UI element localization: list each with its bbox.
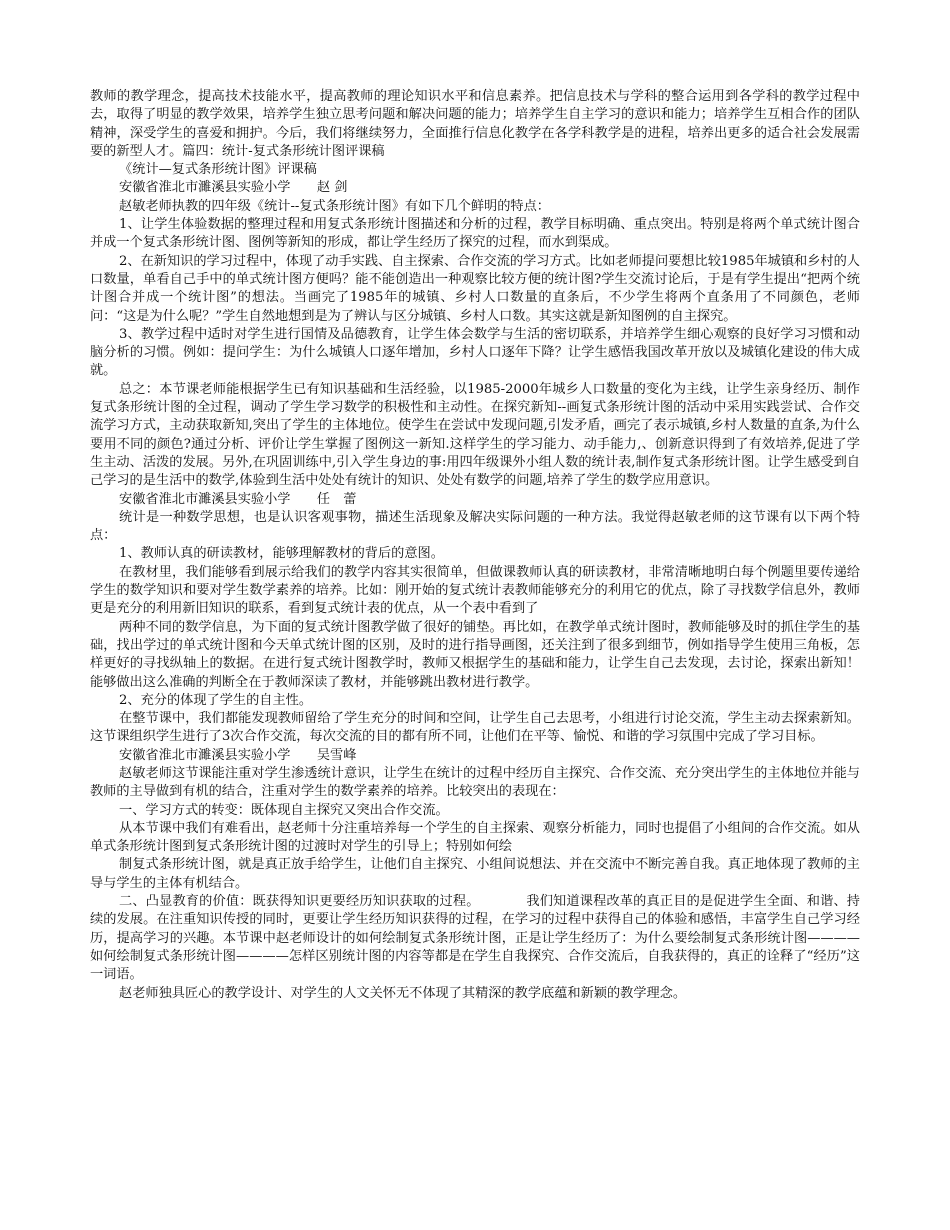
author-signature-ren-lei: 安徽省淮北市濉溪县实验小学 任 蕾 (119, 491, 357, 507)
paragraph: 2、在新知识的学习过程中，体现了动手实践、自主探索、合作交流的学习方式。比如老师提问要想比较1985年城镇和乡村的人口数量，单看自己手中的单式统计图方便吗？能不能创造出一种观察比较方便的统计图?学生交流讨论后，于是有学生提出“把两个统计图合并成一个统计图”的想法。当画完了1985年的城镇、乡村人口数量的直条后，不少学生将两个直条用了不同颜色，老师问：“这是为什么呢？”学生自然地想到是为了辨认与区分城镇、乡村人口数。其实这就是新知图例的自主探究。 (90, 253, 860, 324)
paragraph-point-heading: 一、学习方式的转变：既体现自主探究又突出合作交流。 (119, 802, 449, 818)
paragraph-intro: 教师的教学理念，提高技术技能水平，提高教师的理论知识水平和信息素养。把信息技术与学科的整合运用到各学科的教学过程中去，取得了明显的教学效果，培养学生独立思考问题和解决问题的能力；培养学生自主学习的意识和能力；培养学生互相合作的团队精神，深受学生的喜爱和拥护。今后，我们将继续努力，全面推行信息化教学在各学科教学是的进程，培养出更多的适合社会发展需要的新型人才。篇四：统计-复式条形统计图评课稿 (90, 89, 860, 159)
paragraph: 1、让学生体验数据的整理过程和用复式条形统计图描述和分析的过程，教学目标明确、重点突出。特别是将两个单式统计图合并成一个复式条形统计图、图例等新知的形成，都让学生经历了探究的过程，而水到渠成。 (90, 217, 860, 251)
paragraph-point-heading: 1、教师认真的研读教材，能够理解教材的背后的意图。 (119, 546, 444, 562)
paragraph-closing: 赵老师独具匠心的教学设计、对学生的人文关怀无不体现了其精深的教学底蕴和新颖的教学理念。 (119, 985, 687, 1001)
paragraph: 赵敏老师执教的四年级《统计--复式条形统计图》有如下几个鲜明的特点： (119, 198, 550, 214)
paragraph-summary: 总之：本节课老师能根据学生已有知识基础和生活经验，以1985-2000年城乡人口数量的变化为主线，让学生亲身经历、制作复式条形统计图的全过程，调动了学生学习数学的积极性和主动性。在探究新知--画复式条形统计图的活动中采用实践尝试、合作交流学习方式，主动获取新知,突出了学生的主体地位。使学生在尝试中发现问题,引发矛盾，画完了表示城镇,乡村人数量的直条,为什么要用不同的颜色?通过分析、评价让学生掌握了图例这一新知.这样学生的学习能力、动手能力,、创新意识得到了有效培养,促进了学生主动、活泼的发展。另外,在巩固训练中,引入学生身边的事:用四年级课外小组人数的统计表,制作复式条形统计图。让学生感受到自己学习的是生活中的数学,体验到生活中处处有统计的知识、处处有数学的问题,培养了学生的数学应用意识。 (90, 381, 860, 489)
review-title: 《统计—复式条形统计图》评课稿 (119, 162, 317, 178)
paragraph: 制复式条形统计图，就是真正放手给学生，让他们自主探究、小组间说想法、并在交流中不断完善自我。真正地体现了教师的主导与学生的主体有机结合。 (90, 857, 860, 891)
paragraph: 统计是一种数学思想，也是认识客观事物，描述生活现象及解决实际问题的一种方法。我觉得赵敏老师的这节课有以下两个特点： (90, 509, 860, 544)
paragraph-point-heading: 2、充分的体现了学生的自主性。 (119, 692, 313, 708)
paragraph: 在教材里，我们能够看到展示给我们的教学内容其实很简单，但做课教师认真的研读教材，非常清晰地明白每个例题里要传递给学生的数学知识和要对学生数学素养的培养。比如：刚开始的复式统计表教师能够充分的利用它的优点，除了寻找数学信息外，教师更是充分的利用新旧知识的联系，看到复式统计表的优点，从一个表中看到了 (90, 564, 860, 617)
paragraph: 两种不同的数学信息，为下面的复式统计图教学做了很好的铺垫。再比如，在教学单式统计图时，教师能够及时的抓住学生的基础，找出学过的单式统计图和今天单式统计图的区别，及时的进行指导画图，还关注到了很多到细节，例如指导学生使用三角板，怎样更好的寻找纵轴上的数据。在进行复式统计图教学时，教师又根据学生的基础和能力，让学生自己去发现，去讨论，探索出新知！能够做出这么准确的判断全在于教师深读了教材，并能够跳出教材进行教学。 (90, 619, 860, 690)
author-signature-zhao-jian: 安徽省淮北市濉溪县实验小学 赵 剑 (119, 180, 348, 196)
author-signature-wu-xuefeng: 安徽省淮北市濉溪县实验小学 吴雪峰 (119, 747, 357, 763)
paragraph: 在整节课中，我们都能发现教师留给了学生充分的时间和空间，让学生自己去思考，小组进行讨论交流，学生主动去探索新知。这节课组织学生进行了3次合作交流，每次交流的目的都有所不同，让他们在平等、愉悦、和谐的学习氛围中完成了学习目标。 (90, 711, 860, 745)
paragraph: 二、凸显教育的价值：既获得知识更要经历知识获取的过程。 我们知道课程改革的真正目的是促进学生全面、和谐、持续的发展。在注重知识传授的同时，更要让学生经历知识获得的过程，在学习的过程中获得自己的体验和感悟，丰富学生自己学习经历，提高学习的兴趣。本节课中赵老师设计的如何绘制复式条形统计图，正是让学生经历了：为什么要绘制复式条形统计图————如何绘制复式条形统计图————怎样区别统计图的内容等都是在学生自我探究、合作交流后，自我获得的，真正的诠释了“经历”这一词语。 (90, 894, 860, 983)
paragraph: 3、教学过程中适时对学生进行国情及品德教育，让学生体会数学与生活的密切联系，并培养学生细心观察的良好学习习惯和动脑分析的习惯。例如：提问学生：为什么城镇人口逐年增加，乡村人口逐年下降？让学生感悟我国改革开放以及城镇化建设的伟大成就。 (90, 326, 860, 379)
paragraph: 赵敏老师这节课能注重对学生渗透统计意识，让学生在统计的过程中经历自主探究、合作交流、充分突出学生的主体地位并能与教师的主导做到有机的结合，注重对学生的数学素养的培养。比较突出的表现在： (90, 765, 860, 800)
paragraph: 从本节课中我们有难看出，赵老师十分注重培养每一个学生的自主探索、观察分析能力，同时也提倡了小组间的合作交流。如从单式条形统计图到复式条形统计图的过渡时对学生的引导上；特别如何绘 (90, 820, 860, 855)
